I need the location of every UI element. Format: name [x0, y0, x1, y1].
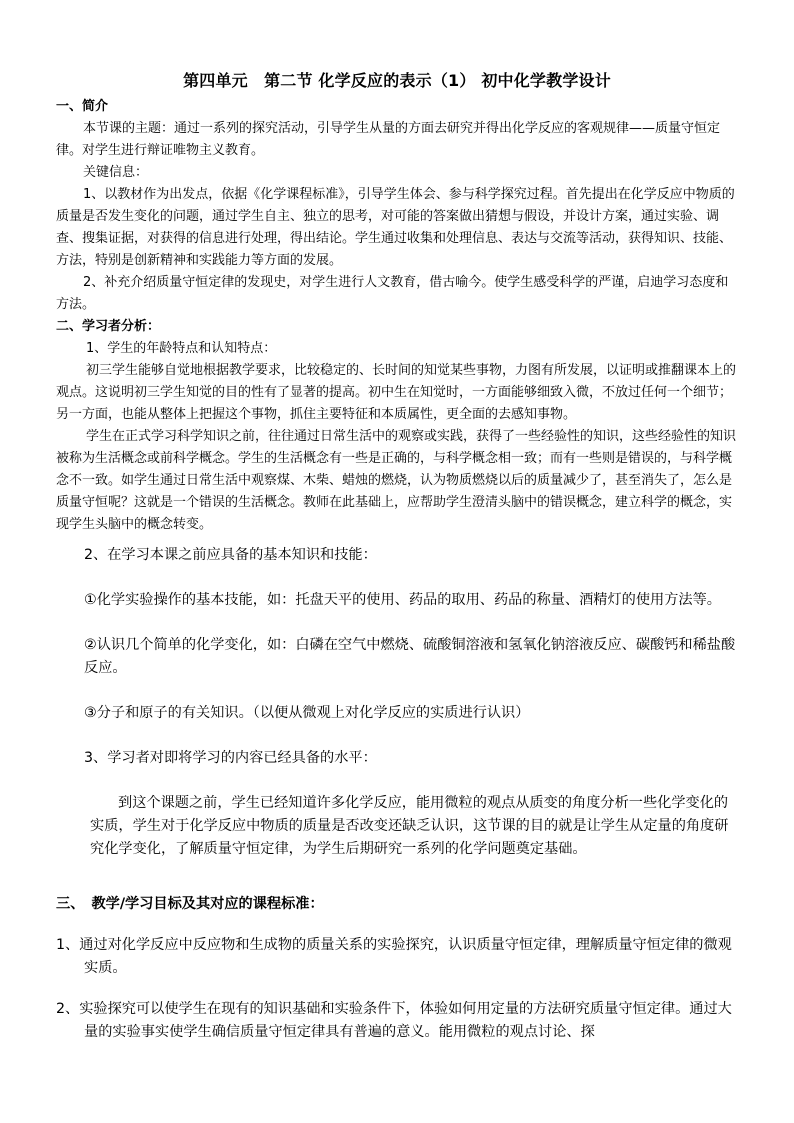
prerequisite-item-3: ③分子和原子的有关知识。（以便从微观上对化学反应的实质进行认识）: [84, 705, 530, 721]
learner-paragraph-2: 学生在正式学习科学知识之前，往往通过日常生活中的观察或实践，获得了一些经验性的知识，这些经验性的知识被称为生活概念或前科学概念。学生的生活概念有一些是正确的，与科学概念相一致；而有一些则是错误的，与科学概念不一致。如学生通过日常生活中观察煤、木柴、蜡烛的燃烧，认为物质燃烧以后的质量减少了，甚至消失了，怎么是质量守恒呢？这就是一个错误的生活概念。教师在此基础上，应帮助学生澄清头脑中的错误概念，建立科学的概念，实现学生头脑中的概念转变。: [56, 429, 737, 532]
intro-section: [56, 96, 740, 316]
section-heading-learner: 二、学习者分析：: [56, 319, 161, 334]
prerequisite-item-2: ②认识几个简单的化学变化，如：白磷在空气中燃烧、硫酸铜溶液和氢氧化钠溶液反应、碳酸钙和稀盐酸反应。: [84, 637, 736, 676]
key-info-item-1: 1、以教材作为出发点，依据《化学课程标准》，引导学生体会、参与科学探究过程。首先提出在化学反应中物质的质量是否发生变化的问题，通过学生自主、独立的思考，对可能的答案做出猜想与假设，并设计方案，通过实验、调查、搜集证据，对获得的信息进行处理，得出结论。学生通过收集和处理信息、表达与交流等活动，获得知识、技能、方法，特别是创新精神和实践能力等方面的发展。: [56, 187, 735, 268]
section-heading-goals: 三、 教学/学习目标及其对应的课程标准：: [56, 896, 324, 912]
goal-item-2: 2、实验探究可以使学生在现有的知识基础和实验条件下，体验如何用定量的方法研究质量守恒定律。通过大量的实验事实使学生确信质量守恒定律具有普遍的意义。能用微粒的观点讨论、探: [56, 1001, 732, 1040]
prerequisite-item-1: ①化学实验操作的基本技能，如：托盘天平的使用、药品的取用、药品的称量、酒精灯的使用方法等。: [84, 592, 721, 608]
goals-section: [56, 893, 740, 1044]
key-info-label: 关键信息：: [83, 165, 149, 180]
intro-paragraph: 本节课的主题：通过一系列的探究活动，引导学生从量的方面去研究并得出化学反应的客观规律——质量守恒定律。对学生进行辩证唯物主义教育。: [56, 121, 721, 158]
learner-sub-label-3: 3、学习者对即将学习的内容已经具备的水平：: [84, 750, 377, 766]
goal-item-1: 1、通过对化学反应中反应物和生成物的质量关系的实验探究，认识质量守恒定律，理解质量守恒定律的微观实质。: [56, 937, 732, 976]
learner-level-paragraph: 到这个课题之前，学生已经知道许多化学反应，能用微粒的观点从质变的角度分析一些化学变化的实质，学生对于化学反应中物质的质量是否改变还缺乏认识，这节课的目的就是让学生从定量的角度研究化学变化，了解质量守恒定律，为学生后期研究一系列的化学问题奠定基础。: [90, 795, 729, 857]
learner-sub-label-2: 2、在学习本课之前应具备的基本知识和技能：: [84, 547, 377, 563]
document-title: 第四单元 第二节 化学反应的表示（1） 初中化学教学设计: [183, 71, 611, 90]
prerequisites-section: [56, 544, 740, 861]
learner-section: [56, 316, 740, 536]
section-heading-intro: 一、简介: [56, 99, 109, 114]
key-info-item-2: 2、补充介绍质量守恒定律的发现史，对学生进行人文教育，借古喻今。使学生感受科学的严谨，启迪学习态度和方法。: [56, 275, 729, 312]
learner-sub-label-1: 1、学生的年龄特点和认知特点：: [86, 341, 277, 356]
learner-paragraph-1: 初三学生能够自觉地根据教学要求，比较稳定的、长时间的知觉某些事物，力图有所发展，以证明或推翻课本上的观点。这说明初三学生知觉的目的性有了显著的提高。初中生在知觉时，一方面能够细致入微，不放过任何一个细节；另一方面，也能从整体上把握这个事物，抓住主要特征和本质属性，更全面的去感知事物。: [56, 363, 737, 422]
